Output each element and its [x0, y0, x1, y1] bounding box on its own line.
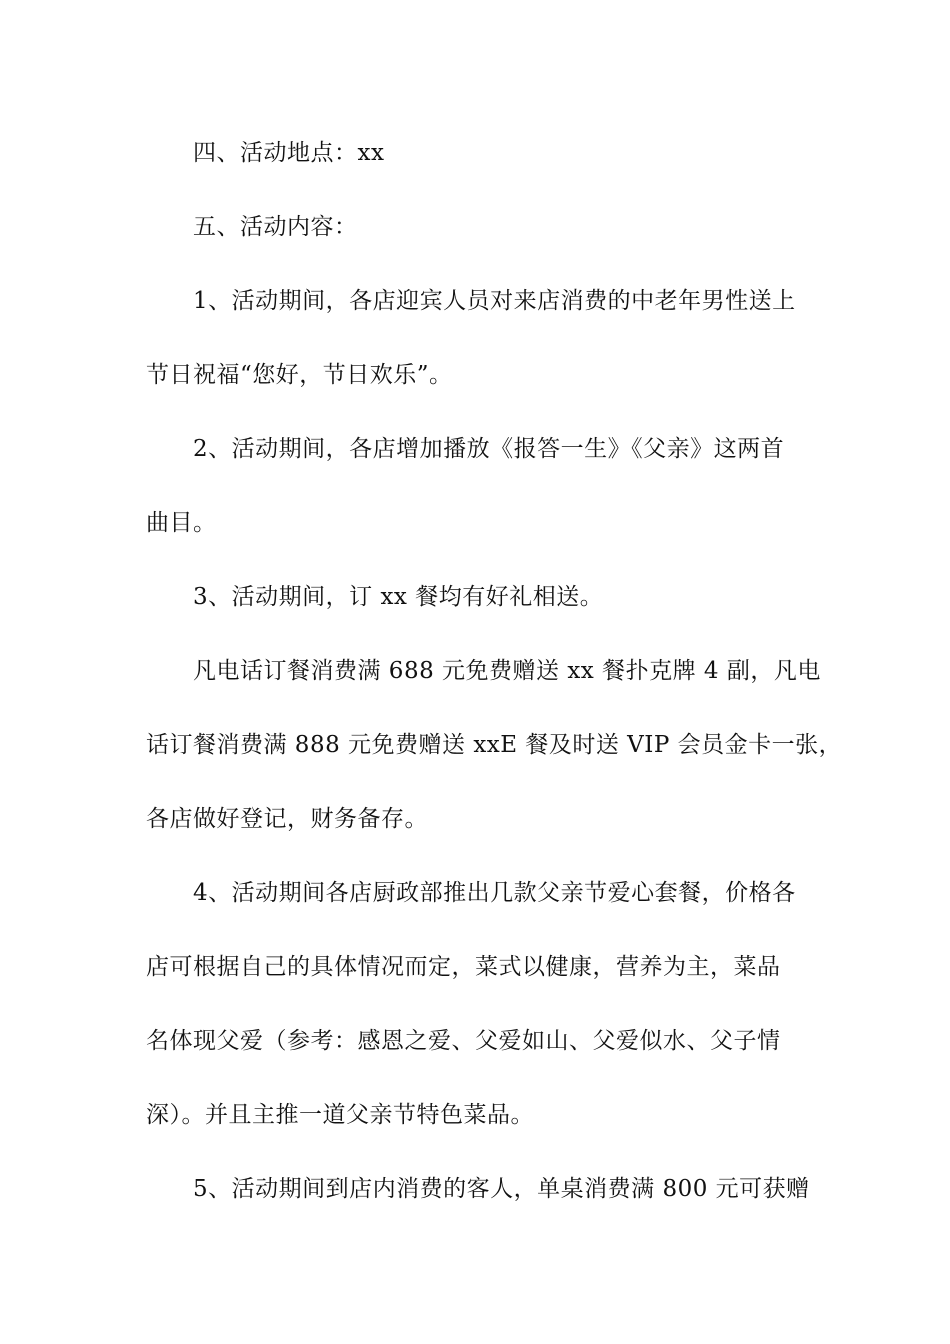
item-1-line-1: 1、活动期间，各店迎宾人员对来店消费的中老年男性送上	[193, 288, 796, 314]
item-3-line-1: 3、活动期间，订 xx 餐均有好礼相送。	[193, 584, 604, 610]
section-four-location: 四、活动地点：xx	[193, 140, 385, 166]
item-4-line-1: 4、活动期间各店厨政部推出几款父亲节爱心套餐，价格各	[193, 880, 796, 906]
item-1-line-2: 节日祝福“您好，节日欢乐”。	[146, 362, 453, 388]
phone-order-line-3: 各店做好登记，财务备存。	[146, 806, 428, 832]
item-5-line-1: 5、活动期间到店内消费的客人，单桌消费满 800 元可获赠	[193, 1176, 810, 1202]
item-4-line-3: 名体现父爱（参考：感恩之爱、父爱如山、父爱似水、父子情	[146, 1028, 781, 1054]
item-4-line-4: 深）。并且主推一道父亲节特色菜品。	[146, 1102, 534, 1128]
item-2-line-1: 2、活动期间，各店增加播放《报答一生》《父亲》这两首	[193, 436, 785, 462]
phone-order-line-2: 话订餐消费满 888 元免费赠送 xxE 餐及时送 VIP 会员金卡一张，	[146, 732, 843, 758]
section-five-heading: 五、活动内容：	[193, 214, 358, 240]
phone-order-line-1: 凡电话订餐消费满 688 元免费赠送 xx 餐扑克牌 4 副，凡电	[193, 658, 821, 684]
item-4-line-2: 店可根据自己的具体情况而定，菜式以健康，营养为主，菜品	[146, 954, 781, 980]
item-2-line-2: 曲目。	[146, 510, 217, 536]
